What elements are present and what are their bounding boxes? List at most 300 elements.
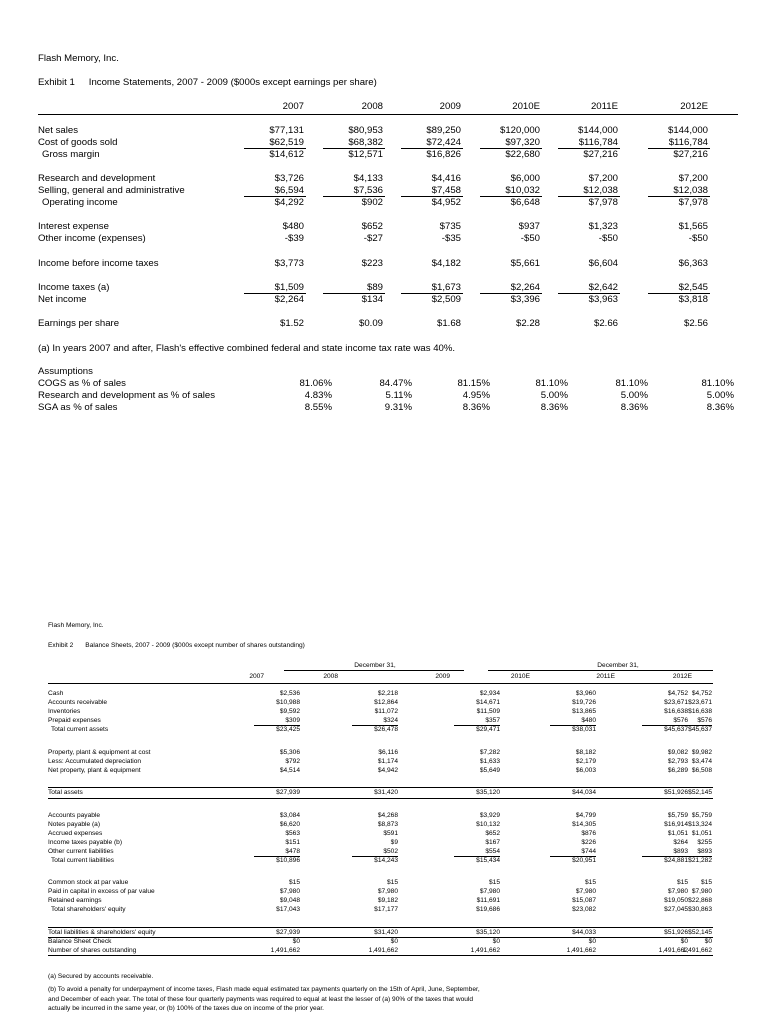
value-2008: $502	[383, 848, 398, 855]
value-2008: $591	[383, 830, 398, 837]
value-2007: $4,514	[279, 767, 300, 774]
value-2009: $2,934	[479, 690, 500, 697]
value-2007: $480	[282, 221, 304, 232]
value-2012e: $7,200	[678, 173, 708, 184]
value-2011e: $51,926	[664, 929, 688, 936]
value-2011e: -$50	[598, 233, 618, 244]
value-2010e: $6,648	[510, 197, 540, 208]
value-2011e: $45,637	[664, 726, 688, 733]
value-2007: $15	[288, 879, 300, 886]
value-2009: $4,182	[431, 258, 461, 269]
row-label: Property, plant & equipment at cost	[48, 749, 151, 756]
value-2007: $0	[292, 938, 300, 945]
value-2010e: $44,033	[572, 929, 596, 936]
balance-row-common-stock-at-par-value	[48, 879, 713, 888]
exhibit2-year-2007: 2007	[249, 673, 264, 680]
value-2010e: $744	[581, 848, 596, 855]
balance-row-total-shareholders-equity	[48, 906, 713, 915]
value-2009: $72,424	[426, 137, 461, 148]
value-2008: 84.47%	[379, 378, 412, 389]
value-2011e: $7,200	[588, 173, 618, 184]
row-label: Earnings per share	[38, 318, 120, 329]
value-2011e: $3,963	[588, 294, 618, 305]
value-2012e: 8.36%	[706, 402, 734, 413]
subtotal-rule	[550, 856, 596, 857]
value-2012e: $52,145	[688, 929, 712, 936]
value-2012e: 5.00%	[706, 390, 734, 401]
value-2010e: $226	[581, 839, 596, 846]
value-2012e: $21,282	[688, 857, 712, 864]
value-2011e: $4,752	[667, 690, 688, 697]
row-label: Number of shares outstanding	[48, 947, 137, 954]
value-2007: $792	[285, 758, 300, 765]
value-2009: $7,980	[479, 888, 500, 895]
value-2008: $9	[390, 839, 398, 846]
value-2011e: $1,323	[588, 221, 618, 232]
table-bottom-rule	[48, 955, 713, 956]
value-2007: $1,509	[274, 282, 304, 293]
row-label: Net property, plant & equipment	[48, 767, 141, 774]
value-2007: $3,726	[274, 173, 304, 184]
row-label: Accrued expenses	[48, 830, 103, 837]
value-2009: $5,649	[479, 767, 500, 774]
value-2010e: $6,000	[510, 173, 540, 184]
value-2008: $0	[390, 938, 398, 945]
row-label: Net sales	[38, 125, 78, 136]
value-2008: $4,133	[353, 173, 383, 184]
total-assets-rule-bottom	[48, 798, 713, 799]
row-label: COGS as % of sales	[38, 378, 126, 389]
exhibit2-title	[48, 642, 305, 649]
row-label: Operating income	[42, 197, 118, 208]
footnote-a: (a) Secured by accounts receivable.	[48, 973, 154, 980]
value-2011e: $2.66	[593, 318, 618, 329]
value-2011e: $9,082	[667, 749, 688, 756]
row-label: Paid in capital in excess of par value	[48, 888, 155, 895]
income-row-income-before-income-taxes	[38, 258, 738, 270]
value-2007: $5,306	[279, 749, 300, 756]
value-2011e: $2,793	[667, 758, 688, 765]
value-2009: 81.15%	[457, 378, 490, 389]
balance-row-property-plant-equipment-at-cost	[48, 749, 713, 758]
value-2011e: $15	[676, 879, 688, 886]
balance-row-accounts-payable	[48, 812, 713, 821]
value-2012e: $30,863	[688, 906, 712, 913]
value-2012e: $23,671	[688, 699, 712, 706]
value-2011e: $7,978	[588, 197, 618, 208]
value-2009: -$35	[441, 233, 461, 244]
exhibit1-year-2007: 2007	[282, 101, 304, 112]
value-2010e: $44,034	[572, 789, 596, 796]
value-2007: $6,620	[279, 821, 300, 828]
value-2009: $735	[439, 221, 461, 232]
value-2011e: $27,045	[664, 906, 688, 913]
value-2011e: 5.00%	[620, 390, 648, 401]
value-2010e: -$50	[520, 233, 540, 244]
value-2009: $167	[485, 839, 500, 846]
value-2010e: $876	[581, 830, 596, 837]
value-2011e: 8.36%	[620, 402, 648, 413]
value-2010e: $2.28	[515, 318, 540, 329]
balance-row-total-current-assets	[48, 726, 713, 735]
exhibit1-title-text: Income Statements, 2007 - 2009 ($000s except earnings per share)	[88, 77, 377, 88]
row-label: Accounts payable	[48, 812, 101, 819]
value-2009: $11,509	[476, 708, 500, 715]
value-2012e: $52,145	[688, 789, 712, 796]
value-2012e: $2,545	[678, 282, 708, 293]
value-2012e: $255	[697, 839, 712, 846]
value-2008: $17,177	[374, 906, 398, 913]
value-2007: 8.55%	[304, 402, 332, 413]
value-2007: $10,896	[276, 857, 300, 864]
value-2007: $563	[285, 830, 300, 837]
balance-row-notes-payable-a	[48, 821, 713, 830]
value-2011e: $893	[673, 848, 688, 855]
value-2009: $4,952	[431, 197, 461, 208]
exhibit2-year-2010e: 2010E	[510, 673, 530, 680]
value-2010e: $23,082	[572, 906, 596, 913]
value-2007: $9,048	[279, 897, 300, 904]
income-row-net-income	[38, 294, 738, 306]
value-2008: $80,953	[348, 125, 383, 136]
value-2007: $3,773	[274, 258, 304, 269]
value-2008: 1,491,662	[368, 947, 398, 954]
value-2012e: $15	[700, 879, 712, 886]
exhibit2-year-2012e: 2012E	[672, 673, 692, 680]
value-2008: $9,182	[377, 897, 398, 904]
value-2009: $35,120	[476, 929, 500, 936]
value-2011e: $0	[680, 938, 688, 945]
row-label: Research and development as % of sales	[38, 390, 216, 401]
exhibit1-company-name: Flash Memory, Inc.	[38, 53, 119, 64]
row-label: Total current liabilities	[51, 857, 115, 864]
row-label: Total shareholders' equity	[51, 906, 126, 913]
value-2010e: $15,087	[572, 897, 596, 904]
value-2009: $357	[485, 717, 500, 724]
row-label: Cash	[48, 690, 64, 697]
income-row-earnings-per-share	[38, 318, 738, 330]
value-2011e: $23,671	[664, 699, 688, 706]
row-label: Net income	[38, 294, 87, 305]
value-2007: $6,594	[274, 185, 304, 196]
balance-row-total-current-liabilities	[48, 857, 713, 866]
value-2008: $7,980	[377, 888, 398, 895]
value-2009: $554	[485, 848, 500, 855]
value-2011e: $24,881	[664, 857, 688, 864]
value-2008: 9.31%	[384, 402, 412, 413]
value-2012e: -$50	[688, 233, 708, 244]
row-label: Income before income taxes	[38, 258, 159, 269]
value-2007: $77,131	[269, 125, 304, 136]
value-2008: $652	[361, 221, 383, 232]
value-2011e: $6,604	[588, 258, 618, 269]
value-2012e: $1,051	[691, 830, 712, 837]
value-2011e: $12,038	[583, 185, 618, 196]
value-2010e: $97,320	[505, 137, 540, 148]
exhibit1-year-2008: 2008	[361, 101, 383, 112]
value-2007: $14,612	[269, 149, 304, 160]
value-2009: $29,471	[476, 726, 500, 733]
value-2012e: $3,818	[678, 294, 708, 305]
balance-row-income-taxes-payable-b	[48, 839, 713, 848]
value-2010e: $0	[588, 938, 596, 945]
value-2007: $3,084	[279, 812, 300, 819]
value-2007: $2,264	[274, 294, 304, 305]
value-2012e: 1,491,662	[682, 947, 712, 954]
value-2007: $10,988	[276, 699, 300, 706]
exhibit1-year-2009: 2009	[439, 101, 461, 112]
value-2008: $11,072	[374, 708, 398, 715]
value-2008: $223	[361, 258, 383, 269]
value-2010e: 81.10%	[535, 378, 568, 389]
value-2008: $12,571	[348, 149, 383, 160]
value-2007: $17,043	[276, 906, 300, 913]
value-2011e: $16,914	[664, 821, 688, 828]
value-2008: $89	[366, 282, 383, 293]
value-2012e: $2.56	[683, 318, 708, 329]
balance-row-net-property-plant-equipment	[48, 767, 713, 776]
value-2008: -$27	[363, 233, 383, 244]
exhibit2-header-rule	[48, 683, 713, 684]
balance-row-inventories	[48, 708, 713, 717]
value-2011e: $144,000	[577, 125, 618, 136]
value-2011e: $1,051	[667, 830, 688, 837]
value-2009: $15,434	[476, 857, 500, 864]
value-2007: 4.83%	[304, 390, 332, 401]
balance-row-balance-sheet-check	[48, 938, 713, 947]
value-2008: $2,218	[377, 690, 398, 697]
value-2009: $89,250	[426, 125, 461, 136]
value-2007: $151	[285, 839, 300, 846]
row-label: Cost of goods sold	[38, 137, 118, 148]
value-2011e: $16,638	[664, 708, 688, 715]
value-2011e: $6,289	[667, 767, 688, 774]
value-2010e: $38,031	[572, 726, 596, 733]
value-2012e: $116,784	[668, 137, 708, 148]
row-label: Income taxes (a)	[38, 282, 110, 293]
value-2008: $4,268	[377, 812, 398, 819]
value-2012e: $1,565	[678, 221, 708, 232]
value-2010e: $15	[584, 879, 596, 886]
income-row-cost-of-goods-sold	[38, 137, 738, 149]
value-2012e: $0	[704, 938, 712, 945]
value-2011e: $19,050	[664, 897, 688, 904]
row-label: Common stock at par value	[48, 879, 129, 886]
value-2010e: $2,179	[575, 758, 596, 765]
december-rule-actual	[284, 670, 464, 671]
value-2012e: $9,982	[691, 749, 712, 756]
row-label: Inventories	[48, 708, 81, 715]
value-2010e: 8.36%	[540, 402, 568, 413]
total-liabilities-rule-top	[48, 927, 713, 928]
balance-row-accrued-expenses	[48, 830, 713, 839]
value-2009: 4.95%	[462, 390, 490, 401]
value-2011e: $7,980	[667, 888, 688, 895]
value-2012e: $144,000	[667, 125, 708, 136]
value-2008: $1,174	[377, 758, 398, 765]
subtotal-rule	[254, 856, 300, 857]
value-2012e: $3,474	[691, 758, 712, 765]
value-2007: 81.06%	[299, 378, 332, 389]
income-row-gross-margin	[38, 149, 738, 161]
value-2012e: $13,324	[688, 821, 712, 828]
value-2007: $2,536	[279, 690, 300, 697]
value-2012e: $6,508	[691, 767, 712, 774]
value-2009: $16,826	[426, 149, 461, 160]
value-2007: $27,939	[276, 789, 300, 796]
value-2009: $7,458	[431, 185, 461, 196]
row-label: Less: Accumulated depreciation	[48, 758, 142, 765]
value-2009: $0	[492, 938, 500, 945]
value-2008: $26,478	[374, 726, 398, 733]
value-2010e: $120,000	[499, 125, 540, 136]
exhibit2-year-2008: 2008	[323, 673, 338, 680]
value-2010e: $13,865	[572, 708, 596, 715]
value-2010e: $480	[581, 717, 596, 724]
value-2010e: $20,951	[572, 857, 596, 864]
row-label: Total liabilities & shareholders' equity	[48, 929, 156, 936]
exhibit2-year-2011e: 2011E	[596, 673, 615, 680]
value-2012e: $6,363	[678, 258, 708, 269]
value-2008: $12,864	[374, 699, 398, 706]
exhibit2-label: Exhibit 2	[48, 642, 74, 649]
row-label: Accounts receivable	[48, 699, 108, 706]
income-row-net-sales	[38, 125, 738, 137]
value-2007: $7,980	[279, 888, 300, 895]
value-2011e: $5,759	[667, 812, 688, 819]
exhibit1-label: Exhibit 1	[38, 77, 75, 88]
value-2012e: $45,637	[688, 726, 712, 733]
value-2008: $902	[361, 197, 383, 208]
value-2009: $1,673	[431, 282, 461, 293]
december-rule-forecast	[488, 670, 713, 671]
value-2008: $324	[383, 717, 398, 724]
value-2010e: $4,799	[575, 812, 596, 819]
subtotal-rule	[550, 725, 596, 726]
value-2012e: 81.10%	[701, 378, 734, 389]
value-2010e: $937	[518, 221, 540, 232]
value-2007: $9,592	[279, 708, 300, 715]
value-2012e: $576	[697, 717, 712, 724]
value-2010e: $22,680	[505, 149, 540, 160]
value-2008: $31,420	[374, 929, 398, 936]
value-2010e: $2,264	[510, 282, 540, 293]
exhibit1-header-rule	[38, 114, 738, 115]
value-2009: $15	[488, 879, 500, 886]
value-2012e: $7,978	[678, 197, 708, 208]
total-assets-rule-top	[48, 787, 713, 788]
value-2008: $8,873	[377, 821, 398, 828]
income-row-income-taxes-a	[38, 282, 738, 294]
value-2010e: 5.00%	[540, 390, 568, 401]
value-2012e: $5,759	[691, 812, 712, 819]
exhibit1-year-2011e: 2011E	[590, 101, 618, 112]
row-label: Notes payable (a)	[48, 821, 101, 828]
value-2009: $10,132	[476, 821, 500, 828]
value-2010e: $7,980	[575, 888, 596, 895]
row-label: Total assets	[48, 789, 83, 796]
subtotal-rule	[666, 856, 712, 857]
value-2007: $4,292	[274, 197, 304, 208]
value-2008: $14,243	[374, 857, 398, 864]
value-2009: $14,671	[476, 699, 500, 706]
value-2011e: $2,642	[588, 282, 618, 293]
income-row-interest-expense	[38, 221, 738, 233]
value-2012e: $16,638	[688, 708, 712, 715]
value-2009: $2,509	[431, 294, 461, 305]
row-label: Other income (expenses)	[38, 233, 146, 244]
value-2010e: $5,661	[510, 258, 540, 269]
footnote-b: (b) To avoid a penalty for underpayment of income taxes, Flash made equal estimated tax payments quarterly on the 15th of April, June, September, and December of each year. The total of these four quarterly payments was required to equal at least the lesser of (a) 90% of the taxes that would actually be incurred in the same year, or (b) 100% of the taxes due on income of the prior year.	[48, 986, 480, 1013]
value-2007: -$39	[284, 233, 304, 244]
assumptions-title: Assumptions	[38, 366, 93, 377]
row-label: Gross margin	[42, 149, 100, 160]
balance-row-total-assets	[48, 789, 713, 798]
value-2012e: $4,752	[691, 690, 712, 697]
value-2007: $27,939	[276, 929, 300, 936]
row-label: Prepaid expenses	[48, 717, 101, 724]
value-2009: 1,491,662	[470, 947, 500, 954]
value-2007: $309	[285, 717, 300, 724]
value-2009: $11,691	[476, 897, 500, 904]
row-label: Income taxes payable (b)	[48, 839, 123, 846]
value-2008: 5.11%	[385, 390, 412, 401]
value-2009: 8.36%	[462, 402, 490, 413]
balance-row-less-accumulated-depreciation	[48, 758, 713, 767]
value-2007: $23,425	[276, 726, 300, 733]
value-2009: $7,282	[479, 749, 500, 756]
value-2008: $134	[361, 294, 383, 305]
value-2009: $35,120	[476, 789, 500, 796]
value-2007: $478	[285, 848, 300, 855]
subtotal-rule	[352, 856, 398, 857]
value-2011e: 81.10%	[615, 378, 648, 389]
balance-row-paid-in-capital-in-excess-of-par-value	[48, 888, 713, 897]
value-2011e: 1,491,662	[658, 947, 688, 954]
value-2010e: $19,726	[572, 699, 596, 706]
value-2008: $31,420	[374, 789, 398, 796]
row-label: Total current assets	[51, 726, 109, 733]
income-row-selling-general-and-administrative	[38, 185, 738, 197]
value-2008: $68,382	[348, 137, 383, 148]
value-2012e: $27,216	[673, 149, 708, 160]
value-2010e: $10,032	[505, 185, 540, 196]
value-2007: 1,491,662	[270, 947, 300, 954]
assumption-row-cogs-as-of-sales	[38, 378, 738, 390]
value-2008: $4,942	[377, 767, 398, 774]
subtotal-rule	[454, 856, 500, 857]
value-2011e: $576	[673, 717, 688, 724]
value-2009: $4,416	[431, 173, 461, 184]
value-2011e: $27,216	[583, 149, 618, 160]
value-2011e: $116,784	[578, 137, 618, 148]
value-2009: $3,929	[479, 812, 500, 819]
row-label: Retained earnings	[48, 897, 102, 904]
subtotal-rule	[254, 725, 300, 726]
balance-row-retained-earnings	[48, 897, 713, 906]
value-2008: $6,116	[378, 749, 398, 756]
assumption-row-research-and-development-as-of-sales	[38, 390, 738, 402]
exhibit1-year-2010e: 2010E	[512, 101, 540, 112]
row-label: Selling, general and administrative	[38, 185, 185, 196]
value-2010e: $8,182	[575, 749, 596, 756]
exhibit1-title	[38, 77, 377, 88]
exhibit2-company-name: Flash Memory, Inc.	[48, 622, 104, 629]
income-row-research-and-development	[38, 173, 738, 185]
subtotal-rule	[454, 725, 500, 726]
value-2012e: $7,980	[691, 888, 712, 895]
december-header-forecast: December 31,	[597, 662, 639, 669]
